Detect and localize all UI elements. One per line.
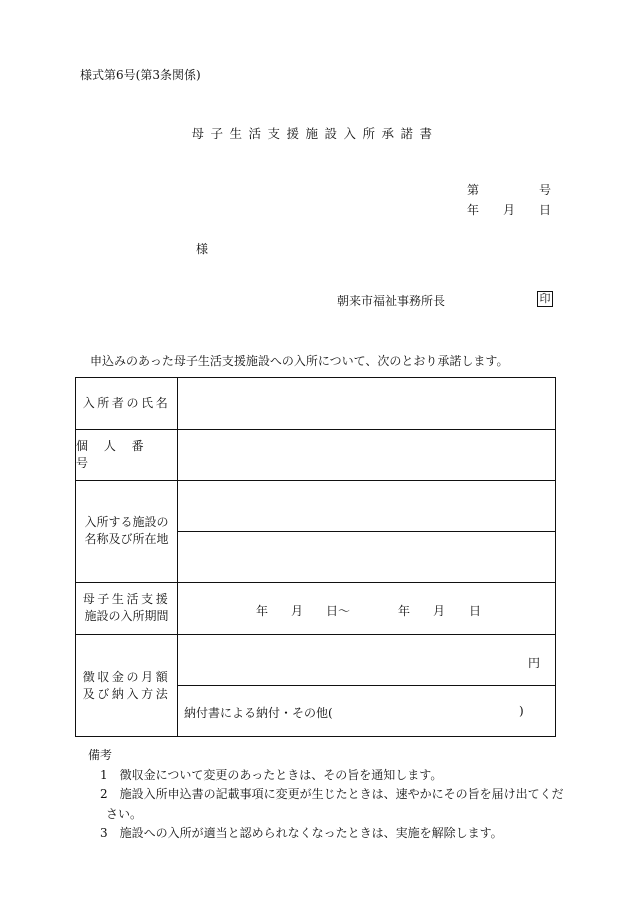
note-item: 1 徴収金について変更のあったときは、その旨を通知します。 [100, 767, 443, 782]
document-date [467, 201, 551, 218]
label-resident-name: 入所者の氏名 [82, 396, 171, 410]
period-end-day: 日 [469, 604, 482, 618]
period-end-month: 月 [433, 604, 446, 618]
note-item-continuation: さい。 [106, 806, 143, 821]
label-fee: 徴収金の月額 及び納入方法 [82, 669, 171, 701]
table-sub-row-divider [177, 685, 555, 686]
period-start-day: 日〜 [326, 604, 351, 618]
payment-close-paren: ) [519, 704, 524, 718]
field-resident-name[interactable] [178, 378, 556, 429]
note-item: 2 施設入所申込書の記載事項に変更が生じたときは、速やかにその旨を届け出てくだ [100, 787, 564, 801]
document-title: 母子生活支援施設入所承諾書 [191, 126, 439, 141]
date-year: 年 [467, 203, 480, 217]
date-day: 日 [538, 203, 551, 217]
number-prefix: 第 [467, 183, 480, 197]
note-item: 3 施設への入所が適当と認められなくなったときは、実施を解除します。 [100, 826, 503, 840]
date-month: 月 [502, 203, 515, 217]
label-stay-period: 母子生活支援 施設の入所期間 [82, 592, 171, 623]
period-start-month: 月 [291, 604, 304, 618]
field-personal-number[interactable] [178, 430, 556, 480]
addressee-honorific: 様 [196, 242, 209, 256]
period-start-year: 年 [256, 604, 269, 618]
label-facility: 入所する施設の 名称及び所在地 [84, 515, 169, 546]
issuer-name: 朝来市福祉事務所長 [337, 294, 446, 308]
field-facility-address[interactable] [178, 532, 556, 582]
approval-form-table [75, 377, 556, 737]
intro-text: 申込みのあった母子生活支援施設への入所について、次のとおり承諾します。 [90, 354, 509, 368]
notes-section [88, 746, 564, 844]
form-code: 様式第6号(第3条関係) [80, 68, 201, 82]
label-personal-number: 個 人 番 号 [76, 438, 150, 470]
seal-mark: 印 [537, 291, 553, 307]
document-number [467, 181, 551, 198]
notes-title: 備考 [88, 748, 113, 762]
field-facility-name[interactable] [178, 481, 556, 531]
payment-method: 納付書による納付・その他( [184, 706, 333, 720]
period-end-year: 年 [398, 604, 411, 618]
fee-unit: 円 [528, 656, 541, 670]
number-suffix: 号 [538, 183, 551, 197]
